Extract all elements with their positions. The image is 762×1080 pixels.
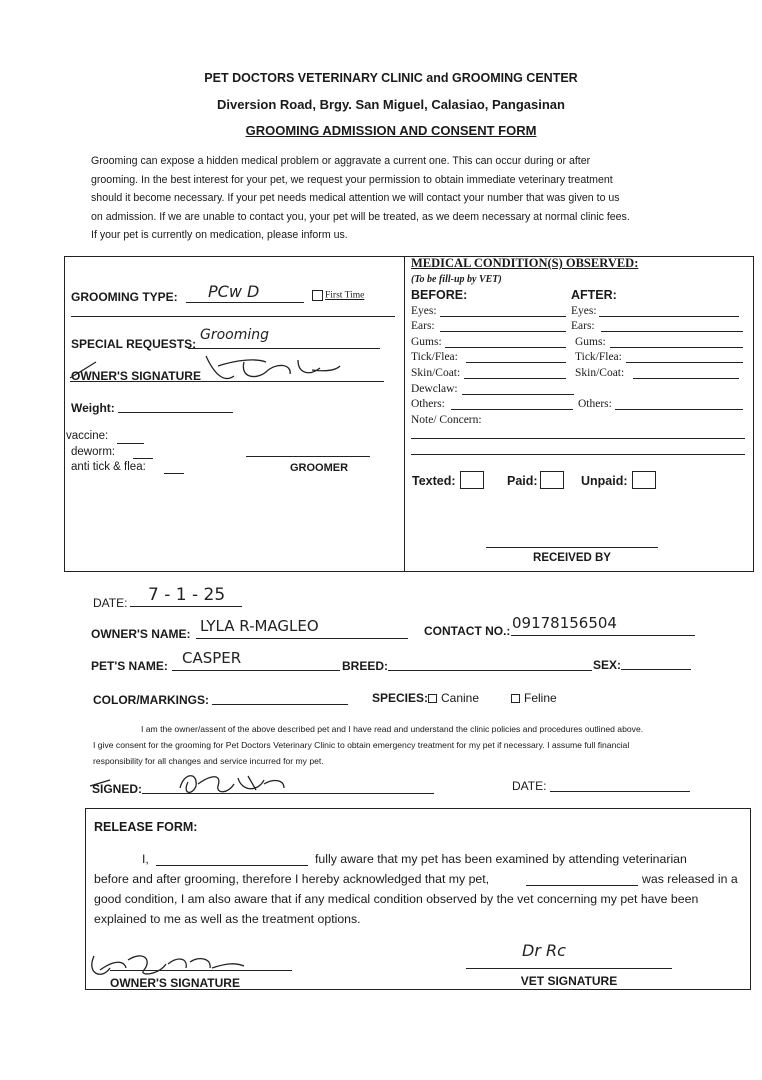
date-value[interactable]: 7 - 1 - 25 (148, 585, 226, 605)
release-paragraph (94, 849, 746, 929)
grooming-type-label: GROOMING TYPE: (71, 290, 178, 304)
signed-signature-mark[interactable] (88, 768, 308, 800)
before-gums: Gums: (411, 336, 442, 348)
signed-date-line (550, 791, 690, 792)
after-gums: Gums: (575, 336, 606, 348)
before-label: BEFORE: (411, 288, 468, 302)
note-line-2 (411, 454, 745, 455)
owner-signature-mark[interactable] (66, 348, 346, 386)
release-line-1 (94, 849, 746, 869)
breed-line (388, 670, 592, 671)
before-skincoat-line (464, 378, 566, 379)
date-line (130, 606, 242, 607)
unpaid-label: Unpaid: (581, 474, 628, 488)
after-eyes-line (599, 316, 739, 317)
after-others: Others: (578, 398, 612, 410)
color-markings-line (212, 704, 348, 705)
contact-value[interactable]: 09178156504 (512, 614, 617, 632)
owner-name-line (196, 638, 408, 639)
pet-name-label: PET'S NAME: (91, 659, 168, 673)
vet-signature-value[interactable]: Dr Rc (522, 941, 566, 960)
after-ears: Ears: (571, 320, 595, 332)
weight-label: Weight: (71, 401, 115, 415)
intro-paragraph (91, 152, 711, 245)
paid-checkbox[interactable] (540, 471, 564, 489)
weight-line (118, 412, 233, 413)
release-owner-signature-label: OWNER'S SIGNATURE (110, 976, 240, 990)
before-ears: Ears: (411, 320, 435, 332)
canine-checkbox-icon[interactable] (428, 694, 437, 703)
intro-line: If your pet is currently on medication, please inform us. (91, 229, 348, 241)
contact-label: CONTACT NO.: (424, 624, 511, 638)
intro-line: on admission. If we are unable to contact you, your pet will be treated, as we deem necessary at normal clinic fees. (91, 210, 630, 223)
medical-title: MEDICAL CONDITION(S) OBSERVED: (411, 256, 639, 270)
note-line-1 (411, 438, 745, 439)
deworm-label: deworm: (71, 446, 116, 458)
groomer-label: GROOMER (289, 462, 349, 474)
canine-label: Canine (441, 691, 480, 705)
sex-label: SEX: (593, 658, 622, 672)
received-by-label: RECEIVED BY (533, 552, 611, 564)
before-others-line (451, 409, 573, 410)
owner-name-label: OWNER'S NAME: (91, 627, 191, 641)
vet-signature-line (466, 968, 672, 969)
groomer-line (246, 456, 370, 457)
first-time-label: First Time (325, 290, 365, 301)
checkbox-icon[interactable] (312, 290, 323, 301)
feline-checkbox-icon[interactable] (511, 694, 520, 703)
texted-label: Texted: (412, 474, 456, 488)
intro-line: grooming. In the best interest for your pet, we request your permission to obtain immediate veterinary treatment (91, 173, 613, 186)
release-form-title: RELEASE FORM: (94, 820, 198, 834)
before-tickflea-line (466, 362, 566, 363)
intro-line: Grooming can expose a hidden medical problem or aggravate a current one. This can occur during or after (91, 155, 591, 167)
after-skincoat: Skin/Coat: (575, 367, 625, 379)
before-skincoat: Skin/Coat: (411, 367, 461, 379)
vaccine-label: vaccine: (66, 430, 109, 442)
owner-name-value[interactable]: LYLA R-MAGLEO (200, 617, 319, 635)
owner-signature-label: OWNER'S SIGNATURE (71, 369, 201, 383)
release-line-2-text-a: before and after grooming, therefore I hereby acknowledged that my pet, (94, 872, 490, 886)
release-owner-signature-line (110, 970, 292, 971)
received-by-line (486, 547, 658, 548)
release-i: I, (142, 852, 149, 866)
deworm-line (133, 458, 153, 459)
grooming-type-line (186, 302, 304, 303)
release-line-2-text-b: was released in a (642, 872, 738, 886)
species-canine-option[interactable] (428, 691, 479, 705)
release-line-1-text: fully aware that my pet has been examined by attending veterinarian (315, 852, 687, 866)
antitick-label: anti tick & flea: (71, 461, 146, 473)
after-ears-line (601, 331, 743, 332)
grooming-type-value[interactable]: PCw D (208, 282, 260, 301)
intro-line: should it become necessary. If your pet needs medical attention we will contact your number that was given to us (91, 192, 620, 204)
antitick-line (164, 473, 184, 474)
pet-name-value[interactable]: CASPER (182, 649, 242, 667)
vet-signature-label: VET SIGNATURE (520, 974, 618, 988)
consent-line: responsibility for all changes and service incurred for my pet. (93, 756, 324, 766)
before-ears-line (440, 331, 566, 332)
after-label: AFTER: (571, 288, 617, 302)
species-feline-option[interactable] (511, 691, 557, 705)
signed-label: SIGNED: (92, 782, 143, 796)
date-label: DATE: (93, 596, 128, 610)
unpaid-checkbox[interactable] (632, 471, 656, 489)
after-eyes: Eyes: (571, 305, 597, 317)
consent-line: I give consent for the grooming for Pet Doctors Veterinary Clinic to obtain emergency treatment for my pet if necessary. I assume full financial (93, 740, 630, 750)
after-tickflea-line (626, 362, 743, 363)
before-tickflea: Tick/Flea: (411, 351, 458, 363)
before-gums-line (445, 347, 566, 348)
before-others: Others: (411, 398, 445, 410)
special-requests-value[interactable]: Grooming (200, 327, 270, 343)
before-dewclaw-line (462, 394, 574, 395)
after-tickflea: Tick/Flea: (575, 351, 622, 363)
after-others-line (615, 409, 743, 410)
consent-statement (93, 721, 713, 769)
after-gums-line (610, 347, 743, 348)
first-time-checkbox[interactable] (312, 290, 364, 301)
before-eyes-line (440, 316, 566, 317)
feline-label: Feline (524, 691, 557, 705)
clinic-name: PET DOCTORS VETERINARY CLINIC and GROOMING CENTER (204, 71, 578, 85)
after-skincoat-line (633, 378, 739, 379)
species-label: SPECIES: (372, 691, 429, 705)
medical-subtitle: (To be fill-up by VET) (411, 274, 502, 285)
before-eyes: Eyes: (411, 305, 437, 317)
paid-label: Paid: (507, 474, 538, 488)
vaccine-line (117, 443, 144, 444)
form-title: GROOMING ADMISSION AND CONSENT FORM (245, 123, 537, 138)
texted-checkbox[interactable] (460, 471, 484, 489)
consent-line: I am the owner/assent of the above described pet and I have read and understand the clinic policies and procedures outlined above. (141, 724, 644, 734)
sex-line (621, 669, 691, 670)
clinic-address: Diversion Road, Brgy. San Miguel, Calasiao, Pangasinan (217, 97, 565, 112)
pet-name-line (172, 670, 340, 671)
before-dewclaw: Dewclaw: (411, 383, 458, 395)
signed-date-label: DATE: (512, 779, 547, 793)
release-line-2 (94, 869, 746, 889)
special-requests-label: SPECIAL REQUESTS: (71, 337, 197, 351)
release-name-line (156, 865, 308, 866)
contact-line (511, 635, 695, 636)
breed-label: BREED: (342, 659, 389, 673)
note-concern-label: Note/ Concern: (411, 414, 482, 426)
grooming-type-line-2 (71, 316, 395, 317)
release-line-4: explained to me as well as the treatment options. (94, 912, 361, 926)
release-pet-line (526, 885, 638, 886)
release-line-3: good condition, I am also aware that if any medical condition observed by the vet concerning my pet have been (94, 892, 699, 906)
color-markings-label: COLOR/MARKINGS: (93, 693, 209, 707)
box-divider (404, 256, 405, 572)
